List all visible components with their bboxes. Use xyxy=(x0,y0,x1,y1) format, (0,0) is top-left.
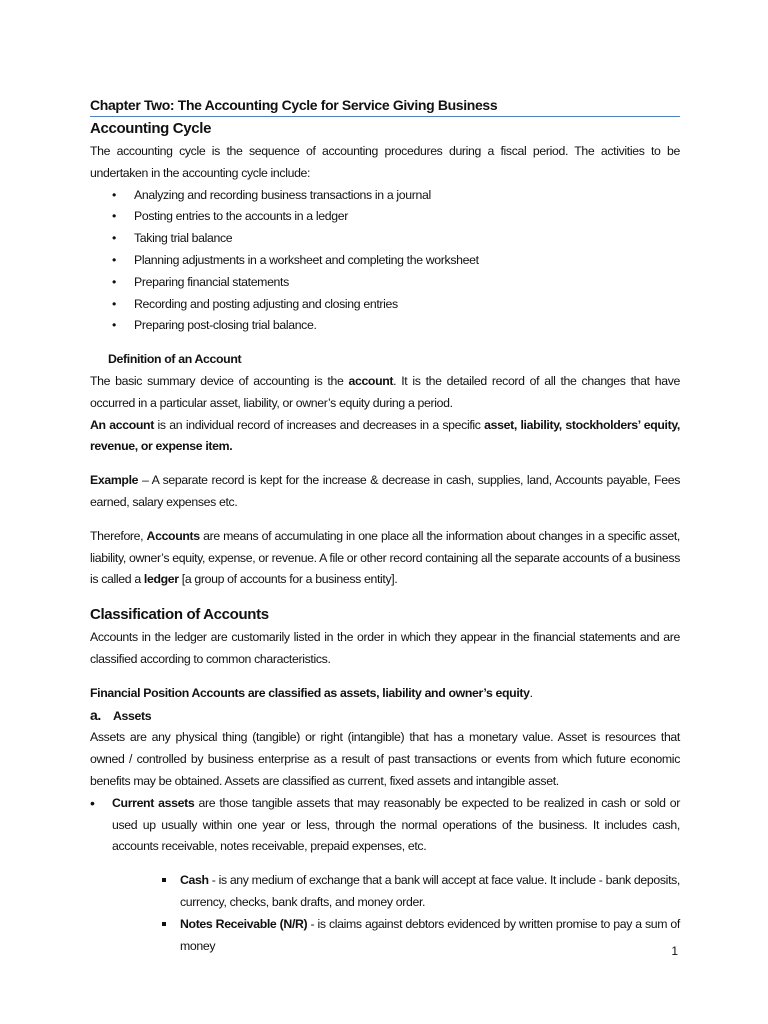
list-item: • Posting entries to the accounts in a ledger xyxy=(112,206,680,228)
list-item: • Analyzing and recording business transactions in a journal xyxy=(112,185,680,207)
list-item: • Preparing financial statements xyxy=(112,272,680,294)
current-assets-item: • Current assets are those tangible assets that may reasonably be expected to be realized in cash or sold or used up usually within one year or less, through the normal operations of the business. It includes cash, accounts receivable, notes receivable, prepaid expenses, etc. xyxy=(90,793,680,858)
viewer-top-margin xyxy=(0,0,768,70)
list-item: • Recording and posting adjusting and closing entries xyxy=(112,294,680,316)
accounting-cycle-heading: Accounting Cycle xyxy=(90,120,212,137)
an-account-paragraph: An account is an individual record of increases and decreases in a specific asset, liability, stockholders’ equity, revenue, or expense item. xyxy=(90,417,680,454)
therefore-paragraph: Therefore, Accounts are means of accumulating in one place all the information about changes in a specific asset, liability, owner’s equity, expense, or revenue. A file or other record containing all the separate accounts of a business is called a ledger [a group of accounts for a business entity]. xyxy=(90,528,681,587)
classification-intro: Accounts in the ledger are customarily listed in the order in which they appear in the financial statements and are classified according to common characteristics. xyxy=(90,630,680,666)
page-number: 1 xyxy=(671,944,678,958)
definition-heading: Definition of an Account xyxy=(108,352,242,367)
example-paragraph: Example – A separate record is kept for the increase & decrease in cash, supplies, land, Accounts payable, Fees earned, salary expenses etc. xyxy=(90,473,680,509)
accounting-cycle-intro: The accounting cycle is the sequence of accounting procedures during a fiscal period. The activities to be undertaken in the accounting cycle include: xyxy=(90,144,680,180)
list-item: Cash - is any medium of exchange that a bank will accept at face value. It include - bank deposits, currency, checks, bank drafts, and money order. xyxy=(160,870,680,914)
current-assets-sublist xyxy=(90,870,680,957)
classification-heading: Classification of Accounts xyxy=(90,606,269,624)
document-page xyxy=(0,70,768,1024)
list-item: • Taking trial balance xyxy=(112,228,680,250)
financial-position-line: Financial Position Accounts are classified as assets, liability and owner’s equity. xyxy=(90,685,533,700)
account-definition-paragraph: The basic summary device of accounting is the account. It is the detailed record of all the changes that have occurred in a particular asset, liability, or owner’s equity during a period. xyxy=(90,373,680,410)
list-item: • Preparing post-closing trial balance. xyxy=(112,315,680,337)
list-item: • Planning adjustments in a worksheet and completing the worksheet xyxy=(112,250,680,272)
assets-heading: a. Assets xyxy=(90,706,152,723)
list-item: Notes Receivable (N/R) - is claims against debtors evidenced by written promise to pay a sum of money xyxy=(160,914,680,958)
chapter-title: Chapter Two: The Accounting Cycle for Service Giving Business xyxy=(90,94,680,117)
page-content xyxy=(90,94,680,957)
accounting-cycle-steps xyxy=(90,185,680,338)
assets-paragraph: Assets are any physical thing (tangible) or right (intangible) that has a monetary value. Asset is resources that owned / controlled by business enterprise as a result of past transactions or events from which future economic benefits may be obtained. Assets are classified as current, fixed assets and intangible asset. xyxy=(90,730,680,788)
